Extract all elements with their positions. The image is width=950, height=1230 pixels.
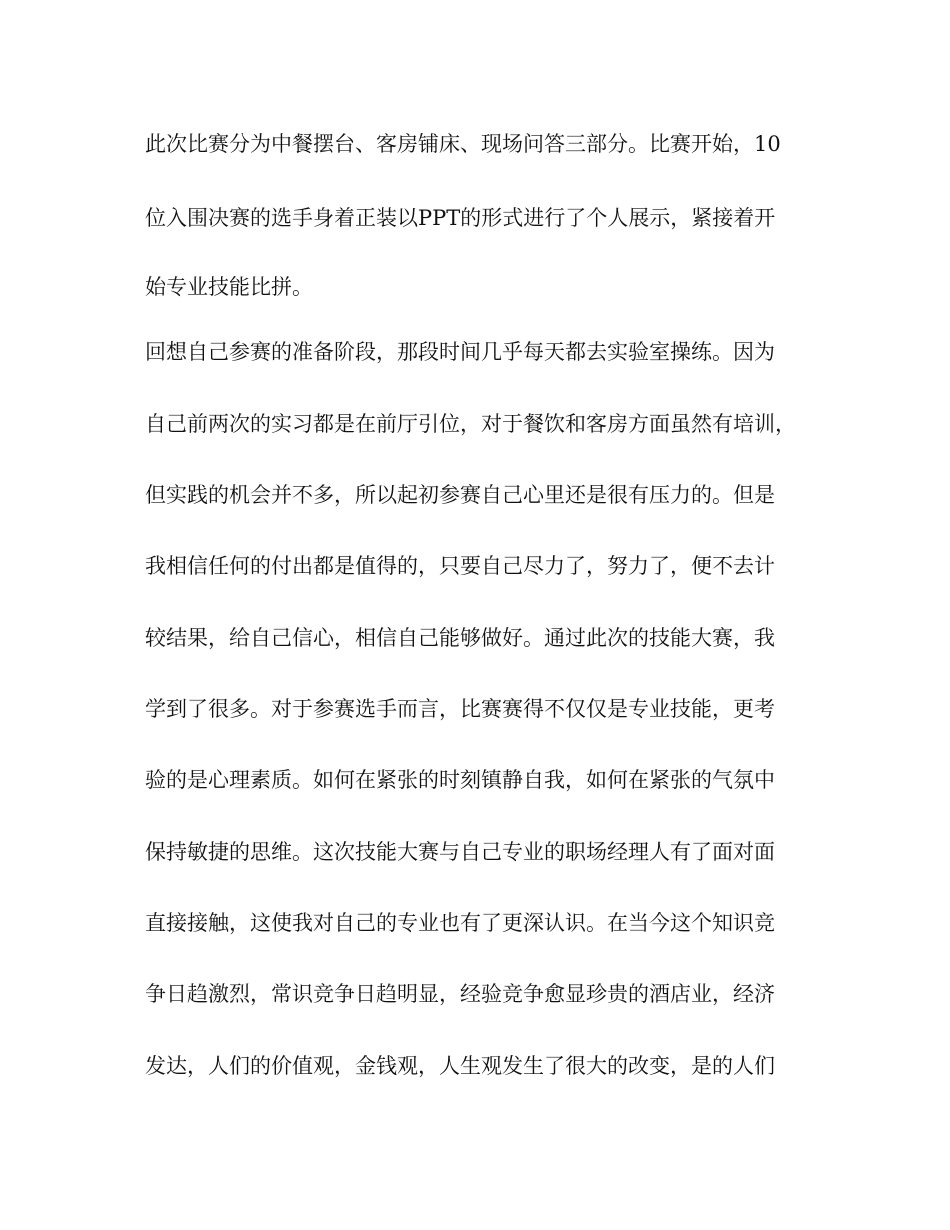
paragraph-2-line-4: 我相信任何的付出都是值得的，只要自己尽力了，努力了，便不去计: [145, 554, 775, 578]
paragraph-1-line-3: 始专业技能比拼。: [145, 275, 313, 299]
paragraph-2-line-2: 自己前两次的实习都是在前厅引位，对于餐饮和客房方面虽然有培训，: [145, 412, 796, 436]
paragraph-2-line-1: 回想自己参赛的准备阶段，那段时间几乎每天都去实验室操练。因为: [145, 340, 775, 364]
paragraph-2-line-6: 学到了很多。对于参赛选手而言，比赛赛得不仅仅是专业技能，更考: [145, 697, 775, 721]
paragraph-1-line-2: 位入围决赛的选手身着正装以PPT的形式进行了个人展示，紧接着开: [145, 206, 776, 230]
paragraph-2-line-7: 验的是心理素质。如何在紧张的时刻镇静自我，如何在紧张的气氛中: [145, 768, 775, 792]
paragraph-2-line-9: 直接接触，这使我对自己的专业也有了更深认识。在当今这个知识竞: [145, 911, 775, 935]
paragraph-2-line-10: 争日趋激烈，常识竞争日趋明显，经验竞争愈显珍贵的酒店业，经济: [145, 982, 775, 1006]
paragraph-2-line-11: 发达，人们的价值观，金钱观，人生观发生了很大的改变，是的人们: [145, 1054, 775, 1078]
paragraph-2-line-3: 但实践的机会并不多，所以起初参赛自己心里还是很有压力的。但是: [145, 483, 775, 507]
paragraph-1-line-1: 此次比赛分为中餐摆台、客房铺床、现场问答三部分。比赛开始，10: [145, 132, 781, 156]
paragraph-2-line-8: 保持敏捷的思维。这次技能大赛与自己专业的职场经理人有了面对面: [145, 840, 775, 864]
paragraph-2-line-5: 较结果，给自己信心，相信自己能够做好。通过此次的技能大赛，我: [145, 626, 775, 650]
